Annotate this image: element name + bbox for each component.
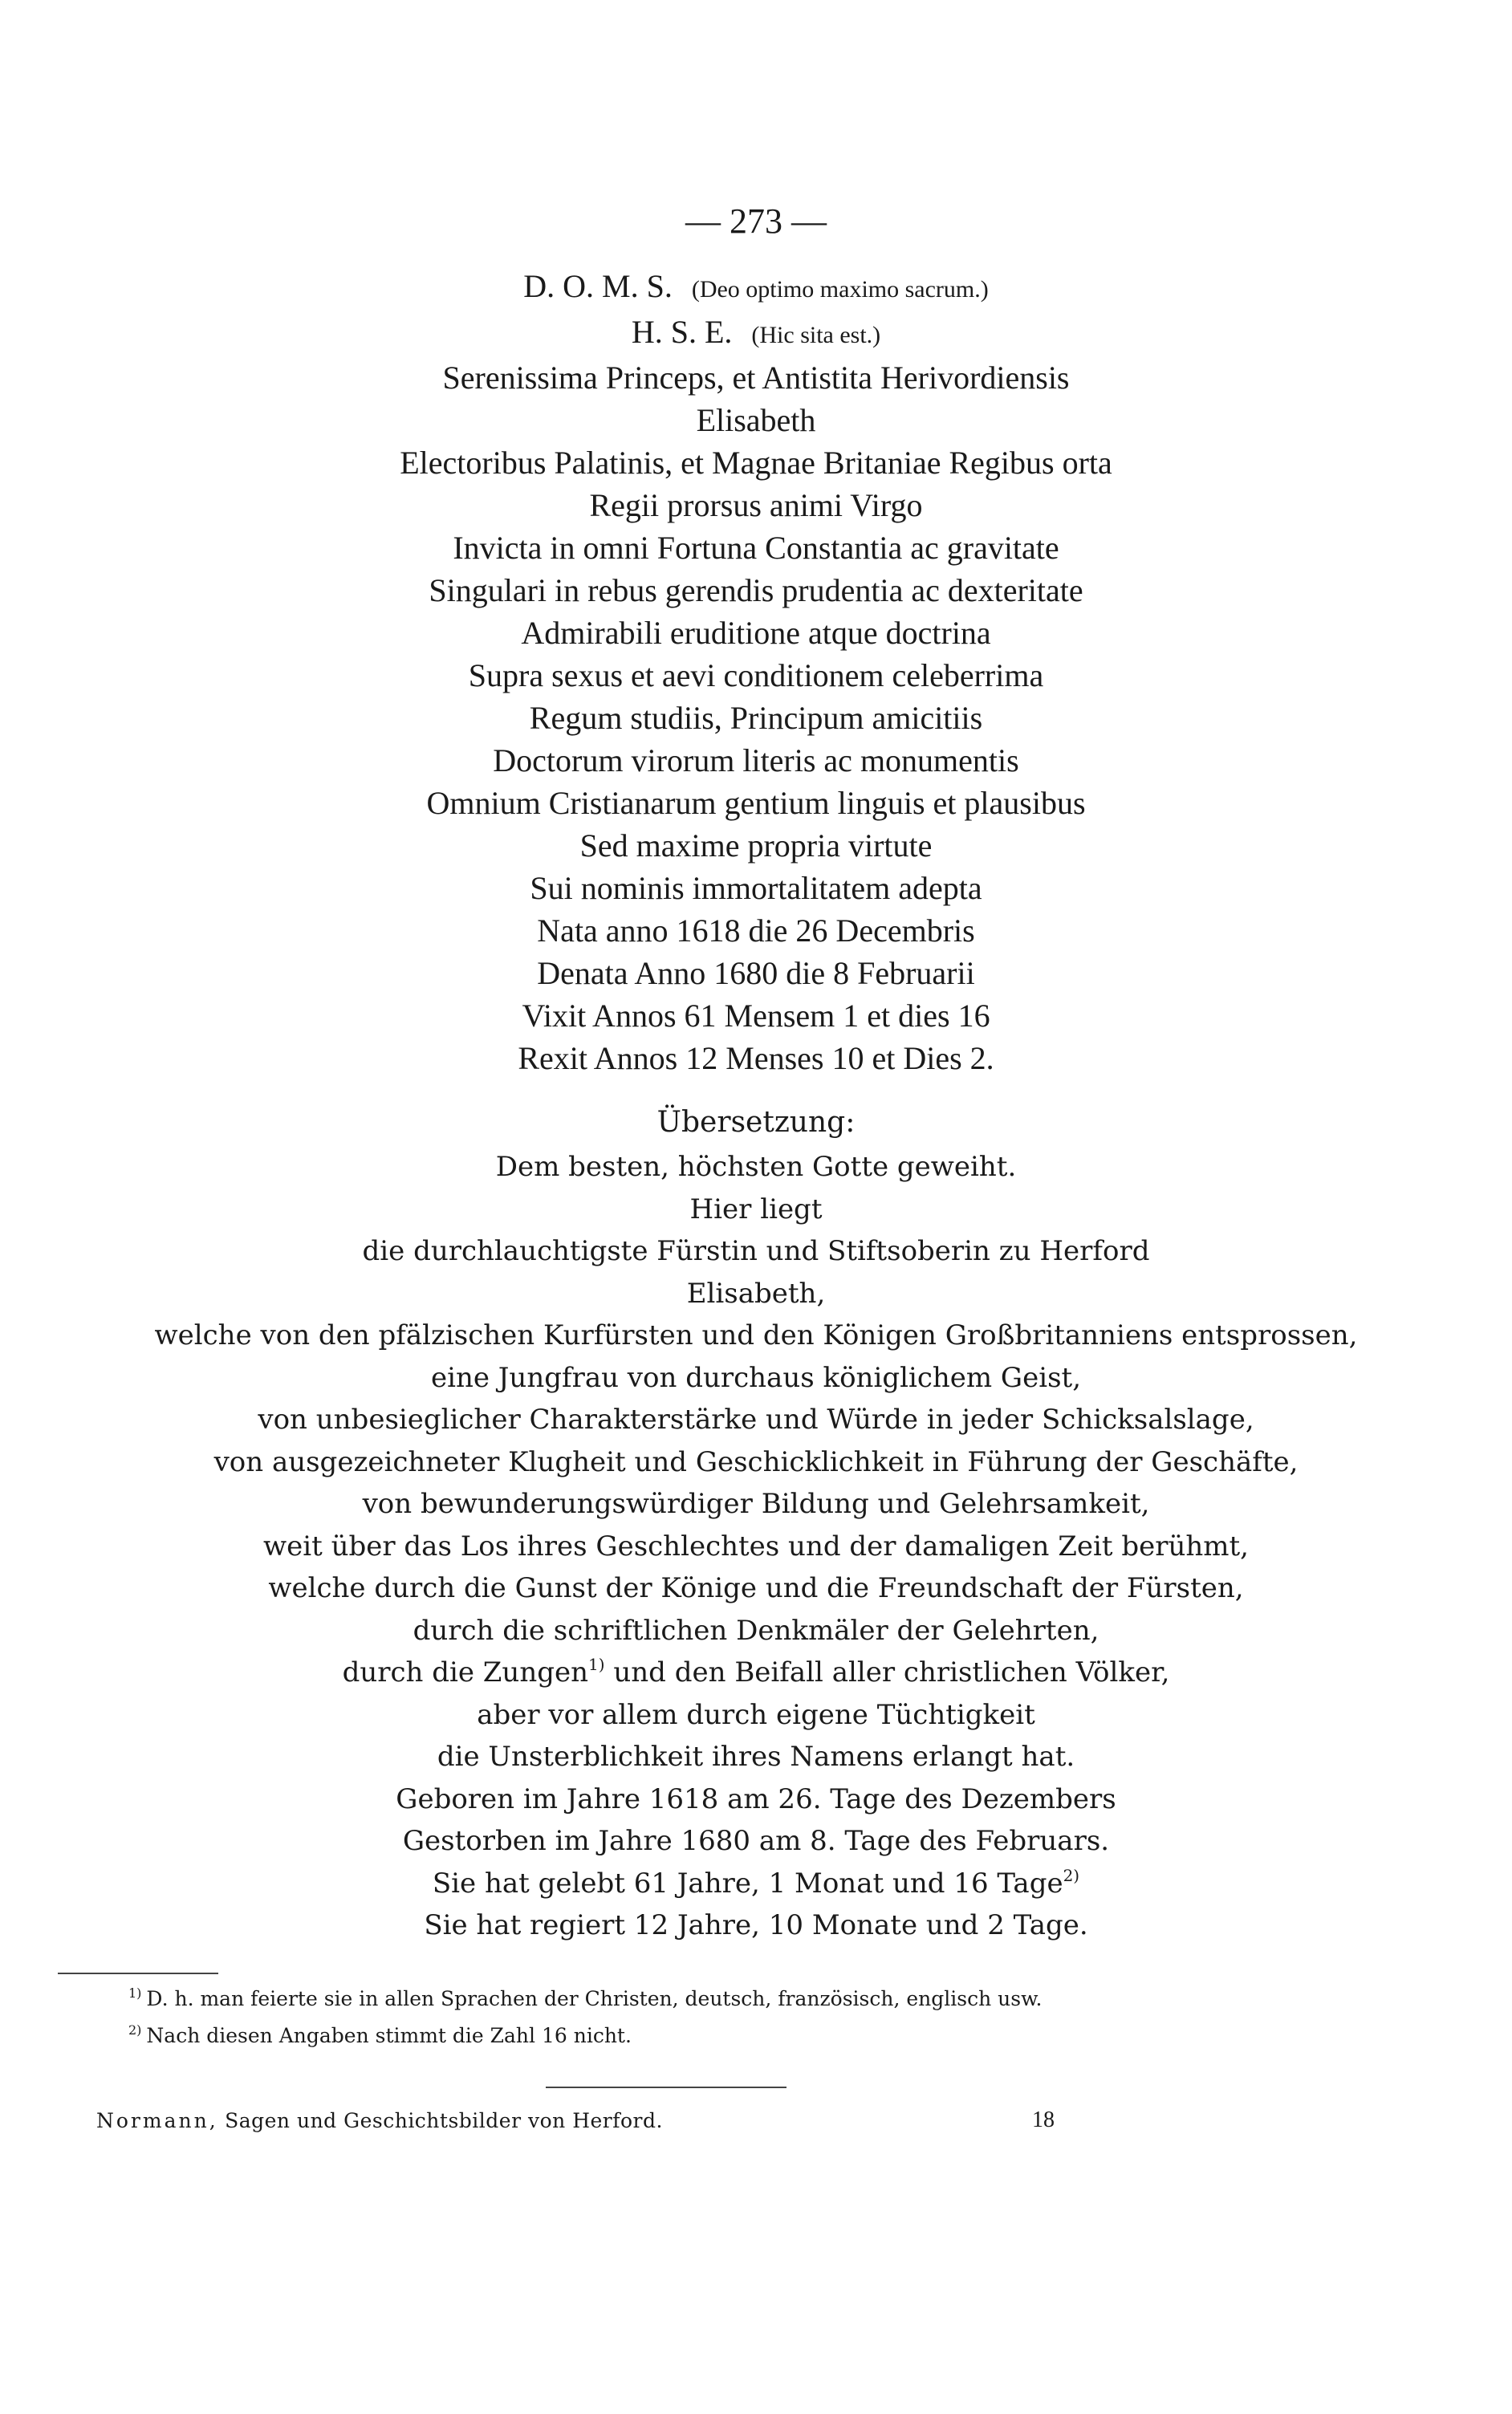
translation-line: Dem besten, höchsten Gotte geweiht.	[495, 1151, 1017, 1183]
latin-line: Omnium Cristianarum gentium linguis et plausibus	[426, 785, 1086, 821]
latin-line: Regum studiis, Principum amicitiis	[529, 700, 983, 736]
latin-line: Serenissima Princeps, et Antistita Herivordiensis	[442, 360, 1070, 396]
latin-line: Rexit Annos 12 Menses 10 et Dies 2.	[518, 1040, 994, 1076]
signature-author: Normann,	[96, 2109, 218, 2132]
latin-line: Elisabeth	[696, 402, 816, 438]
latin-line: Admirabili eruditione atque doctrina	[521, 615, 991, 651]
latin-line: Regii prorsus animi Virgo	[589, 487, 923, 523]
latin-line: Electoribus Palatinis, et Magnae Britaniae Regibus orta	[400, 445, 1112, 481]
latin-line: Denata Anno 1680 die 8 Februarii	[537, 955, 975, 991]
translation-line-text: und den Beifall aller christlichen Völker,	[604, 1656, 1170, 1689]
latin-line: Supra sexus et aevi conditionem celeberrima	[468, 657, 1044, 693]
footnote-mark: 2)	[128, 2022, 142, 2038]
latin-line-gloss: (Hic sita est.)	[751, 322, 881, 348]
translation-line: weit über das Los ihres Geschlechtes und der damaligen Zeit berühmt,	[263, 1530, 1249, 1563]
translation-line: Geboren im Jahre 1618 am 26. Tage des Dezembers	[396, 1782, 1116, 1815]
page-number: — 273 —	[685, 201, 827, 241]
latin-inscription	[0, 265, 1512, 1079]
translation-line: durch die schriftlichen Denkmäler der Gelehrten,	[413, 1614, 1099, 1647]
translation-line: welche durch die Gunst der Könige und die Freundschaft der Fürsten,	[268, 1572, 1244, 1604]
footnote-text: Nach diesen Angaben stimmt die Zahl 16 nicht.	[146, 2024, 632, 2047]
translation-line: aber vor allem durch eigene Tüchtigkeit	[477, 1698, 1035, 1731]
footnote-reference: 2)	[1063, 1865, 1080, 1885]
printer-signature	[96, 2109, 663, 2132]
translation-line: von ausgezeichneter Klugheit und Geschicklichkeit in Führung der Geschäfte,	[213, 1445, 1299, 1478]
translation-heading: Übersetzung:	[656, 1106, 856, 1139]
translation-line-text: durch die Zungen	[342, 1656, 589, 1689]
signature-title: Sagen und Geschichtsbilder von Herford.	[217, 2109, 663, 2132]
latin-line: Invicta in omni Fortuna Constantia ac gravitate	[453, 530, 1059, 566]
translation-line: eine Jungfrau von durchaus königlichem Geist,	[430, 1361, 1082, 1394]
latin-line: Doctorum virorum literis ac monumentis	[493, 742, 1019, 778]
translation-line	[0, 1652, 1512, 1694]
latin-line-gloss: (Deo optimo maximo sacrum.)	[691, 276, 989, 303]
footnotes	[128, 1981, 1380, 2054]
translation-line: Elisabeth,	[686, 1277, 826, 1310]
translation-line: von bewunderungswürdiger Bildung und Gelehrsamkeit,	[362, 1488, 1150, 1520]
translation-line: die durchlauchtigste Fürstin und Stiftsoberin zu Herford	[362, 1235, 1150, 1267]
latin-line: Sed maxime propria virtute	[579, 827, 933, 864]
latin-line-text: D. O. M. S.	[523, 268, 673, 304]
signature-divider	[546, 2087, 786, 2088]
translation-line	[0, 1863, 1512, 1905]
latin-line	[0, 265, 1512, 311]
footnote-divider	[58, 1973, 218, 1974]
latin-line: Vixit Annos 61 Mensem 1 et dies 16	[522, 998, 990, 1034]
latin-line-text: H. S. E.	[631, 314, 733, 350]
sheet-number: 18	[1032, 2107, 1055, 2132]
translation-line: Hier liegt	[689, 1193, 823, 1225]
latin-line: Singulari in rebus gerendis prudentia ac dexteritate	[429, 572, 1083, 608]
translation-text	[0, 1146, 1512, 1947]
footnote-mark: 1)	[128, 1985, 142, 2001]
footnote	[128, 1981, 1380, 2018]
translation-line: die Unsterblichkeit ihres Namens erlangt hat.	[437, 1741, 1075, 1773]
latin-line	[0, 311, 1512, 356]
translation-line: von unbesieglicher Charakterstärke und Würde in jeder Schicksalslage,	[258, 1404, 1254, 1436]
translation-line: Sie hat regiert 12 Jahre, 10 Monate und 2 Tage.	[424, 1909, 1088, 1941]
translation-line: welche von den pfälzischen Kurfürsten und den Königen Großbritanniens entsprossen,	[154, 1319, 1358, 1351]
footnote-reference: 1)	[588, 1655, 605, 1674]
footnote-text: D. h. man feierte sie in allen Sprachen der Christen, deutsch, französisch, englisch usw.	[146, 1987, 1043, 2010]
latin-line: Sui nominis immortalitatem adepta	[530, 870, 982, 906]
footnote	[128, 2018, 1380, 2054]
latin-line: Nata anno 1618 die 26 Decembris	[537, 912, 975, 949]
translation-line-text: Sie hat gelebt 61 Jahre, 1 Monat und 16 Tage	[432, 1867, 1063, 1900]
translation-line: Gestorben im Jahre 1680 am 8. Tage des Februars.	[402, 1825, 1110, 1857]
